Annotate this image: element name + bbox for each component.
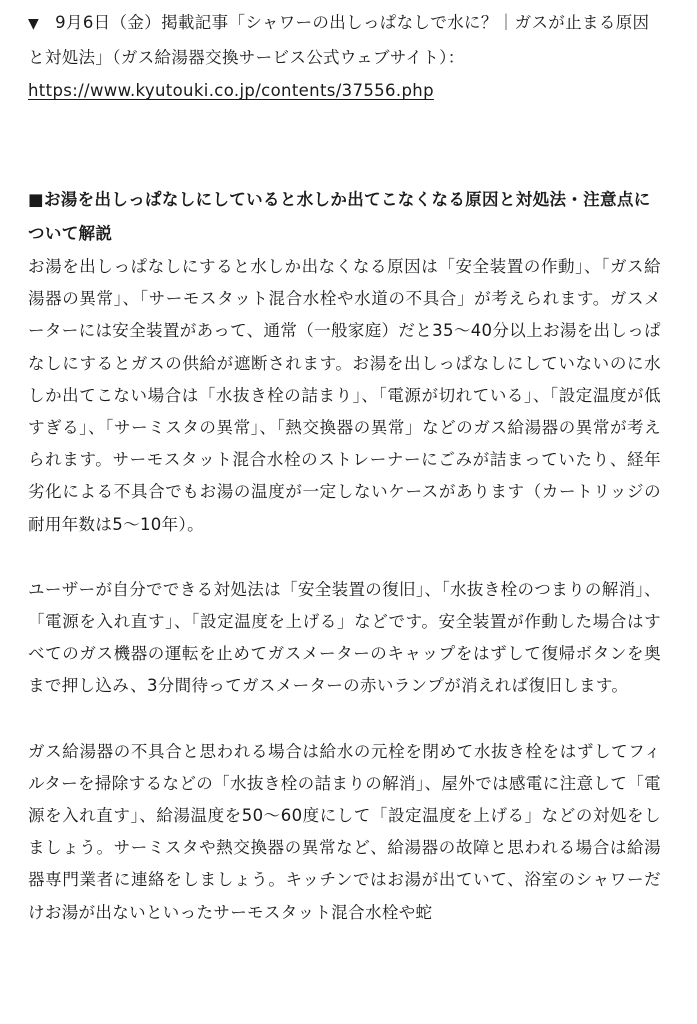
article-url-link[interactable]: https://www.kyutouki.co.jp/contents/37556.php bbox=[28, 81, 434, 100]
article-reference bbox=[28, 6, 663, 107]
article-title-line: 9月6日（金）掲載記事「シャワーの出しっぱなしで水に？｜ガスが止まる原因と対処法」（ガス給湯器交換サービス公式ウェブサイト）： bbox=[28, 13, 650, 67]
paragraph-causes: お湯を出しっぱなしにすると水しか出なくなる原因は「安全装置の作動」、「ガス給湯器の異常」、「サーモスタット混合水栓や水道の不具合」が考えられます。ガスメーターには安全装置があって、通常（一般家庭）だと35～40分以上お湯を出しっぱなしにするとガスの供給が遮断されます。お湯を出しっぱなしにしていないのに水しか出てこない場合は「水抜き栓の詰まり」、「電源が切れている」、「設定温度が低すぎる」、「サーミスタの異常」、「熱交換器の異常」などのガス給湯器の異常が考えられます。サーモスタット混合水栓のストレーナーにごみが詰まっていたり、経年劣化による不具合でもお湯の温度が一定しないケースがあります（カートリッジの耐用年数は5～10年）。 bbox=[28, 257, 661, 534]
paragraph-spacer bbox=[28, 703, 661, 736]
paragraph-user-remedies: ユーザーが自分でできる対処法は「安全装置の復旧」、「水抜き栓のつまりの解消」、「電源を入れ直す」、「設定温度を上げる」などです。安全装置が作動した場合はすべてのガス機器の運転を止めてガスメーターのキャップをはずして復帰ボタンを奥まで押し込み、3分間待ってガスメーターの赤いランプが消えれば復旧します。 bbox=[28, 579, 661, 696]
explanation-section bbox=[28, 183, 661, 929]
section-heading: ■お湯を出しっぱなしにしていると水しか出てこなくなる原因と対処法・注意点について解説 bbox=[28, 190, 651, 243]
paragraph-heater-remedies: ガス給湯器の不具合と思われる場合は給水の元栓を閉めて水抜き栓をはずしてフィルターを掃除するなどの「水抜き栓の詰まりの解消」、屋外では感電に注意して「電源を入れ直す」、給湯温度を50～60度にして「設定温度を上げる」などの対処をしましょう。サーミスタや熱交換器の異常など、給湯器の故障と思われる場合は給湯器専門業者に連絡をしましょう。キッチンではお湯が出ていて、浴室のシャワーだけお湯が出ないといったサーモスタット混合水栓や蛇 bbox=[28, 741, 661, 922]
paragraph-spacer bbox=[28, 541, 661, 574]
triangle-marker-icon: ▼ bbox=[28, 16, 40, 32]
